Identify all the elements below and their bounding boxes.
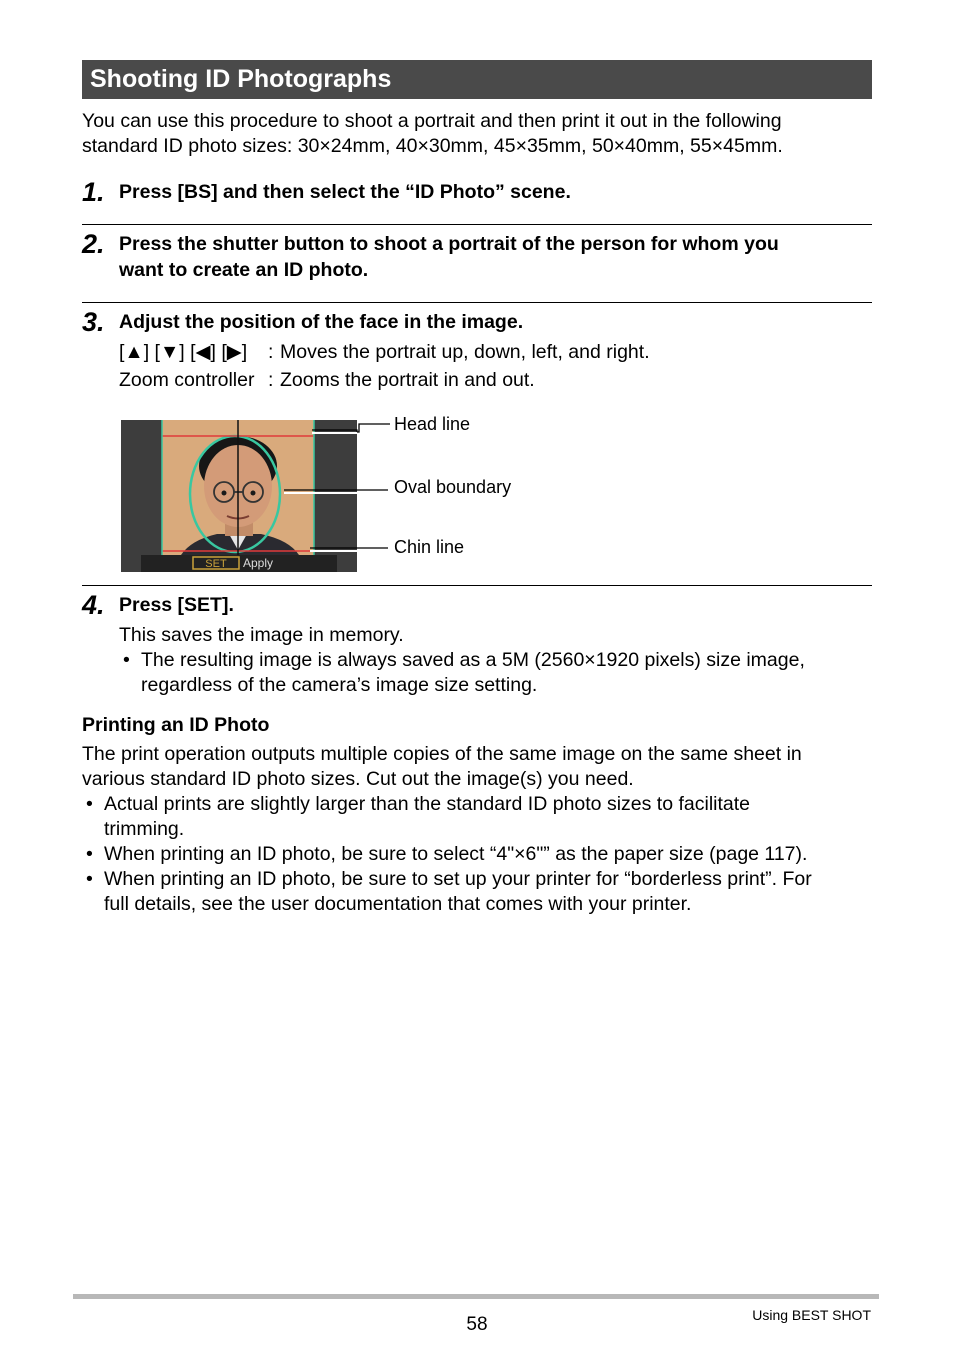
- step-2-text-line-1: Press the shutter button to shoot a portrait of the person for whom you: [119, 233, 779, 255]
- bullet-dot: •: [86, 843, 93, 865]
- bullet-dot: •: [86, 868, 93, 890]
- step-1-text: Press [BS] and then select the “ID Photo” scene.: [119, 181, 571, 203]
- detail-sep: :: [268, 341, 274, 363]
- step-3-number: 3.: [82, 307, 105, 337]
- printing-bullet-2-line-1: When printing an ID photo, be sure to select “4"×6"” as the paper size (page 117).: [104, 843, 808, 865]
- bullet-dot: •: [86, 793, 93, 815]
- intro-line-1: You can use this procedure to shoot a portrait and then print it out in the following: [82, 110, 782, 132]
- head-line-leader: [312, 424, 390, 432]
- step-4-text: Press [SET].: [119, 594, 234, 616]
- detail-key-zoom: Zoom controller: [119, 369, 255, 391]
- printing-body-line-1: The print operation outputs multiple copies of the same image on the same sheet in: [82, 743, 802, 765]
- set-key-label: SET: [205, 558, 227, 570]
- section-title: Shooting ID Photographs: [82, 60, 872, 99]
- step-2-text-line-2: want to create an ID photo.: [119, 259, 369, 281]
- intro-line-2: standard ID photo sizes: 30×24mm, 40×30mm, 45×35mm, 50×40mm, 55×45mm.: [82, 135, 783, 157]
- step-4-body: This saves the image in memory.: [119, 624, 404, 646]
- step-2-number: 2.: [82, 229, 105, 259]
- printing-bullet-1-line-2: trimming.: [104, 818, 185, 840]
- printing-bullet-3-line-2: full details, see the user documentation that comes with your printer.: [104, 893, 692, 915]
- step-4-bullet-line-2: regardless of the camera’s image size setting.: [141, 674, 538, 696]
- detail-desc-zoom: Zooms the portrait in and out.: [280, 369, 535, 391]
- detail-desc-arrows: Moves the portrait up, down, left, and right.: [280, 341, 650, 363]
- printing-bullet-1-line-1: Actual prints are slightly larger than the standard ID photo sizes to facilitate: [104, 793, 751, 815]
- step-3-text: Adjust the position of the face in the image.: [119, 311, 524, 333]
- apply-label: Apply: [243, 556, 274, 570]
- detail-sep: :: [268, 369, 274, 391]
- detail-key-arrows: [▲] [▼] [◀] [▶]: [119, 341, 248, 363]
- step-4-number: 4.: [82, 590, 105, 620]
- printing-heading: Printing an ID Photo: [82, 714, 270, 736]
- oval-boundary-label: Oval boundary: [394, 477, 512, 497]
- head-line-label: Head line: [394, 414, 471, 434]
- footer-rule: [73, 1294, 879, 1299]
- footer-section-name: Using BEST SHOT: [752, 1307, 871, 1323]
- bullet-dot: •: [123, 649, 130, 671]
- printing-body-line-2: various standard ID photo sizes. Cut out the image(s) you need.: [82, 768, 634, 790]
- printing-bullet-3-line-1: When printing an ID photo, be sure to set up your printer for “borderless print”. For: [104, 868, 812, 890]
- chin-line-label: Chin line: [394, 537, 465, 557]
- step-1-number: 1.: [82, 177, 105, 207]
- page-number: 58: [466, 1314, 488, 1335]
- step-divider: [82, 585, 872, 586]
- step-4-bullet-line-1: The resulting image is always saved as a 5M (2560×1920 pixels) size image,: [141, 649, 805, 671]
